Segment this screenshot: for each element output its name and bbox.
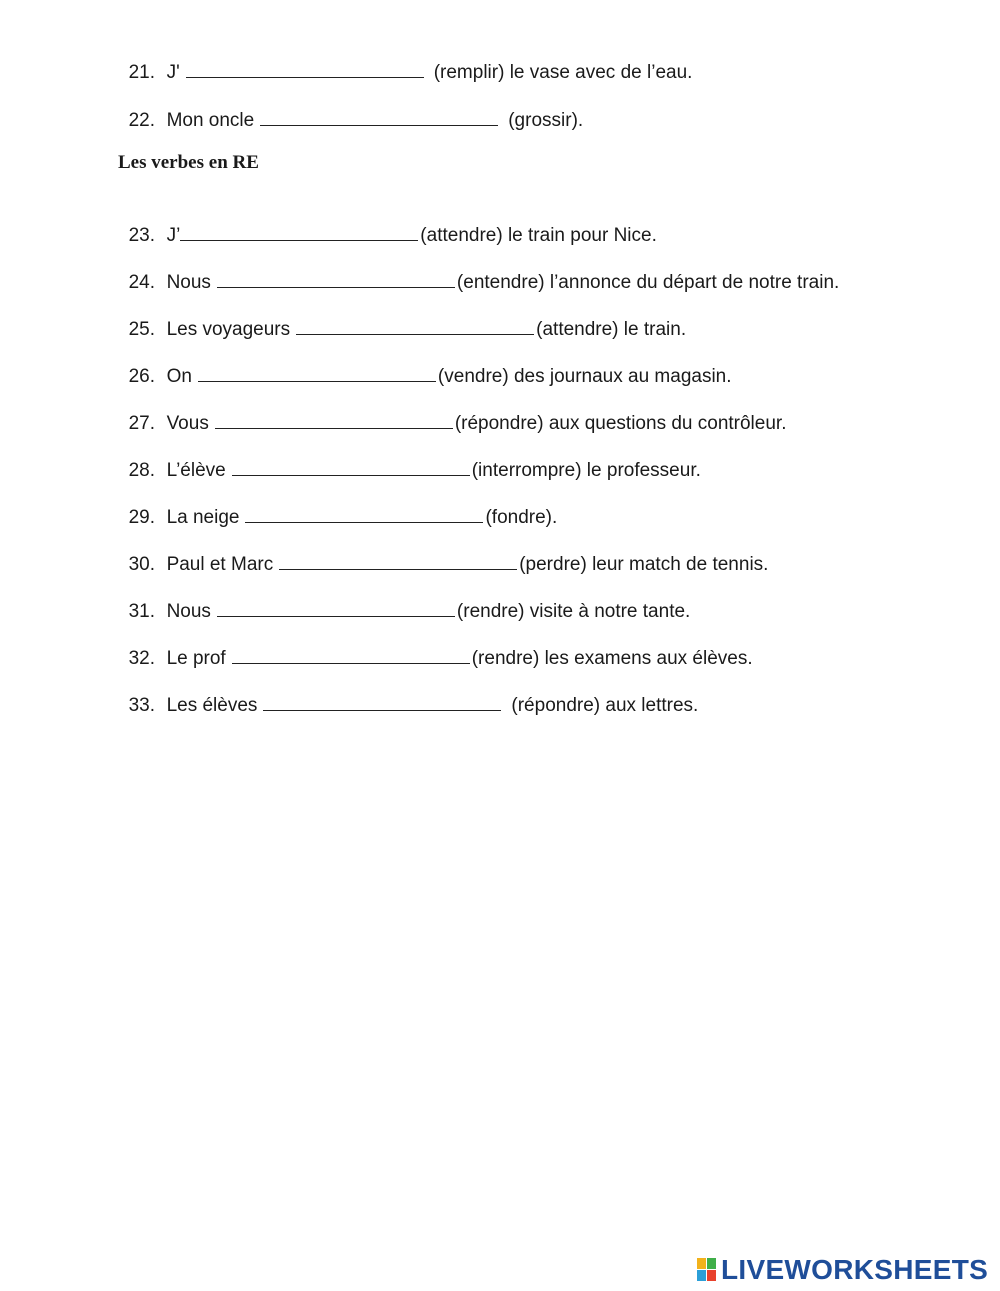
exercise-line <box>118 669 698 718</box>
exercise-subject: Les élèves <box>166 695 258 716</box>
answer-blank[interactable] <box>245 505 483 523</box>
exercise-verb-hint: (entendre) l’annonce du départ de notre train. <box>456 272 840 293</box>
answer-blank[interactable] <box>215 411 453 429</box>
answer-blank[interactable] <box>296 317 534 335</box>
exercise-line <box>118 528 768 577</box>
exercise-number: 25. <box>128 319 155 340</box>
exercise-line <box>118 575 690 624</box>
liveworksheets-wordmark: LIVEWORKSHEETS <box>721 1254 989 1285</box>
exercise-line <box>118 293 686 342</box>
exercise-number: 24. <box>128 272 155 293</box>
exercise-number: 22. <box>128 110 155 131</box>
exercise-subject: Paul et Marc <box>166 554 274 575</box>
exercise-verb-hint: (fondre). <box>485 507 558 528</box>
exercise-verb-hint: (attendre) le train. <box>536 319 687 340</box>
exercise-line <box>118 36 692 85</box>
answer-blank[interactable] <box>260 108 498 126</box>
exercise-verb-hint: (remplir) le vase avec de l’eau. <box>433 62 693 83</box>
exercise-verb-hint: (répondre) aux questions du contrôleur. <box>454 413 787 434</box>
exercise-subject: L’élève <box>166 460 226 481</box>
exercise-line <box>118 340 732 389</box>
exercise-number: 29. <box>128 507 155 528</box>
exercise-subject: Nous <box>166 601 211 622</box>
exercise-verb-hint: (rendre) les examens aux élèves. <box>471 648 753 669</box>
liveworksheets-badge-icon <box>697 1258 717 1282</box>
exercise-verb-hint: (perdre) leur match de tennis. <box>519 554 769 575</box>
exercise-number: 33. <box>128 695 155 716</box>
exercise-verb-hint: (interrompre) le professeur. <box>471 460 701 481</box>
exercise-subject: J' <box>166 62 180 83</box>
exercise-line <box>118 199 657 248</box>
exercise-number: 21. <box>128 62 155 83</box>
exercise-number: 32. <box>128 648 155 669</box>
exercise-verb-hint: (grossir). <box>508 110 584 131</box>
exercise-number: 26. <box>128 366 155 387</box>
exercise-line <box>118 84 583 133</box>
exercise-line <box>118 387 786 436</box>
exercise-subject: J’ <box>166 225 181 246</box>
exercise-line <box>118 434 701 483</box>
exercise-subject: Le prof <box>166 648 226 669</box>
exercise-subject: Les voyageurs <box>166 319 291 340</box>
liveworksheets-logo <box>697 1255 988 1285</box>
exercise-subject: On <box>166 366 192 387</box>
answer-blank[interactable] <box>217 270 455 288</box>
answer-blank[interactable] <box>232 458 470 476</box>
exercise-number: 27. <box>128 413 155 434</box>
exercise-subject: La neige <box>166 507 240 528</box>
exercise-number: 23. <box>128 225 155 246</box>
answer-blank[interactable] <box>180 223 418 241</box>
exercise-subject: Mon oncle <box>166 110 255 131</box>
exercise-line <box>118 622 753 671</box>
exercise-line <box>118 246 839 295</box>
exercise-subject: Vous <box>166 413 209 434</box>
answer-blank[interactable] <box>232 646 470 664</box>
answer-blank[interactable] <box>217 599 455 617</box>
exercise-line <box>118 481 557 530</box>
answer-blank[interactable] <box>279 552 517 570</box>
exercise-number: 31. <box>128 601 155 622</box>
exercise-verb-hint: (répondre) aux lettres. <box>511 695 699 716</box>
exercise-verb-hint: (rendre) visite à notre tante. <box>456 601 691 622</box>
exercise-subject: Nous <box>166 272 211 293</box>
exercise-verb-hint: (attendre) le train pour Nice. <box>420 225 657 246</box>
exercise-verb-hint: (vendre) des journaux au magasin. <box>437 366 732 387</box>
answer-blank[interactable] <box>186 60 424 78</box>
section-title: Les verbes en RE <box>118 152 259 173</box>
exercise-number: 28. <box>128 460 155 481</box>
answer-blank[interactable] <box>198 364 436 382</box>
exercise-number: 30. <box>128 554 155 575</box>
answer-blank[interactable] <box>263 693 501 711</box>
